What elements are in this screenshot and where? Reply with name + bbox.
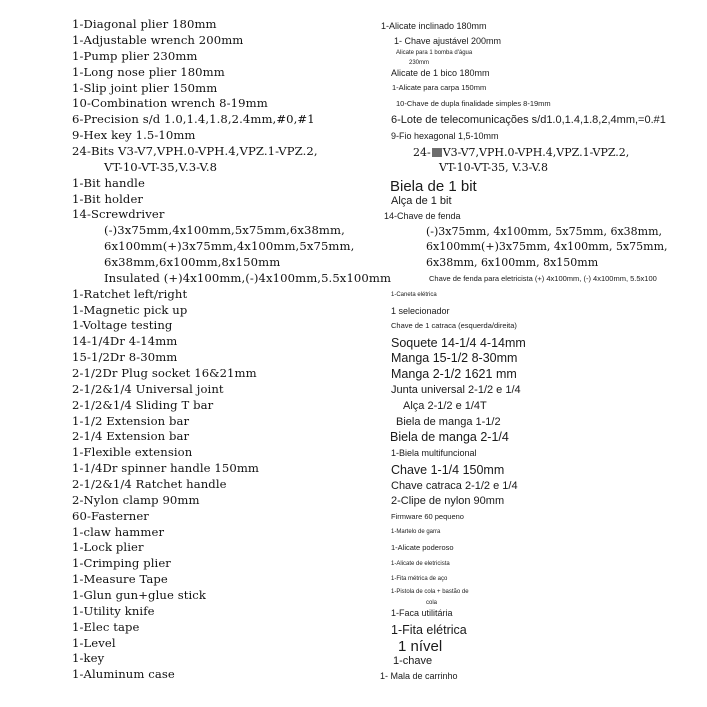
list-item: 6x100mm(+)3x75mm, 4x100mm, 5x75mm, [426,240,668,253]
list-item: 1-chave [393,655,433,667]
list-item: 1-key [72,651,105,665]
redaction-blot [432,148,442,157]
list-item: Chave de 1 catraca (esquerda/direita) [391,321,517,330]
list-item: 6-Precision s/d 1.0,1.4,1.8,2.4mm,#0,#1 [72,112,315,126]
list-item: Chave 1-1/4 150mm [391,463,505,477]
list-item: 1-Alicate inclinado 180mm [381,21,487,31]
list-item: 14-Screwdriver [72,207,165,221]
list-item: 1-Ratchet left/right [72,287,188,301]
list-item: 1-Martelo de garra [391,529,441,535]
list-item: cola [426,600,438,606]
list-item: 9-Fio hexagonal 1,5-10mm [391,131,499,141]
list-item: VT-10-VT-35,V.3-V.8 [104,160,218,174]
list-item: 1- Chave ajustável 200mm [394,36,502,46]
list-item: 1-Biela multifuncional [391,448,477,458]
list-item: 1-claw hammer [72,525,165,539]
list-item: 1-Lock plier [72,540,144,554]
list-item: VT-10-VT-35, V.3-V.8 [439,161,549,174]
list-item: 1-Fita elétrica [391,623,467,637]
list-item: 1-Alicate para carpa 150mm [392,83,487,92]
list-item: 1-1/2 Extension bar [72,414,190,428]
list-item: 1-Glun gun+glue stick [72,588,207,602]
list-item: 1-Slip joint plier 150mm [72,81,218,95]
list-item: Alicate de 1 bico 180mm [391,68,490,78]
list-item: 2-1/2&1/4 Universal joint [72,382,224,396]
list-item: Manga 15-1/2 8-30mm [391,351,518,365]
list-item: 1-Adjustable wrench 200mm [72,33,244,47]
list-item: 60-Fasterner [72,509,149,523]
list-item: 1-Caneta elétrica [391,292,437,298]
list-item: Junta universal 2-1/2 e 1/4 [391,384,521,396]
list-item: 6x100mm(+)3x75mm,4x100mm,5x75mm, [104,239,355,253]
list-item: Alicate para 1 bomba d'água [396,50,473,56]
list-item: Alça 2-1/2 e 1/4T [403,400,487,412]
list-item: 14-1/4Dr 4-14mm [72,334,178,348]
list-item [413,146,629,159]
list-item: 1-Voltage testing [72,318,173,332]
list-item: 6x38mm, 6x100mm, 8x150mm [426,256,599,269]
list-item: 1 selecionador [391,306,450,316]
list-item: 6-Lote de telecomunicações s/d1.0,1.4,1.8,2,4mm,=0.#1 [391,114,666,126]
list-item: (-)3x75mm, 4x100mm, 5x75mm, 6x38mm, [426,225,663,238]
list-item: 1-Pistola de cola + bastão de [391,589,469,595]
list-item: 2-1/4 Extension bar [72,429,190,443]
list-item: Biela de manga 1-1/2 [396,416,501,428]
list-item: 2-Nylon clamp 90mm [72,493,200,507]
list-item: 1-Magnetic pick up [72,303,188,317]
list-item: 1-Faca utilitária [391,608,453,618]
list-item: 2-1/2&1/4 Ratchet handle [72,477,227,491]
list-item: Soquete 14-1/4 4-14mm [391,336,526,350]
list-item: Manga 2-1/2 1621 mm [391,367,517,381]
list-item: 1- Mala de carrinho [380,671,458,681]
list-item: 1-Utility knife [72,604,155,618]
list-item: 10-Combination wrench 8-19mm [72,96,268,110]
list-item: 14-Chave de fenda [384,211,461,221]
list-item: 1 nível [398,638,443,655]
list-item: 1-Alicate de eletricista [391,561,450,567]
list-item: Chave catraca 2-1/2 e 1/4 [391,480,518,492]
list-item: Biela de 1 bit [390,178,477,195]
list-item: 1-Alicate poderoso [391,543,454,552]
list-item: 1-Measure Tape [72,572,168,586]
list-item: 1-Bit handle [72,176,145,190]
list-item: 2-Clipe de nylon 90mm [391,495,505,507]
list-item-text: V3-V7,VPH.0-VPH.4,VPZ.1-VPZ.2, [442,146,630,159]
list-item: 1-Flexible extension [72,445,193,459]
list-item: 1-Long nose plier 180mm [72,65,225,79]
list-item: 1-1/4Dr spinner handle 150mm [72,461,260,475]
list-item: 230mm [409,60,430,66]
list-item: 15-1/2Dr 8-30mm [72,350,178,364]
list-item: 10-Chave de dupla finalidade simples 8-19mm [396,99,551,108]
list-item: Chave de fenda para eletricista (+) 4x100mm, (-) 4x100mm, 5.5x100 [429,274,657,283]
list-item: Firmware 60 pequeno [391,512,464,521]
list-item: Biela de manga 2-1/4 [390,430,509,444]
list-item: (-)3x75mm,4x100mm,5x75mm,6x38mm, [104,223,345,237]
list-item: 1-Aluminum case [72,667,175,681]
list-item: 1-Elec tape [72,620,140,634]
list-item: 9-Hex key 1.5-10mm [72,128,196,142]
list-item: 1-Level [72,636,116,650]
list-item: 2-1/2&1/4 Sliding T bar [72,398,214,412]
list-item: Insulated (+)4x100mm,(-)4x100mm,5.5x100mm [104,271,392,285]
list-item: 24-Bits V3-V7,VPH.0-VPH.4,VPZ.1-VPZ.2, [72,144,318,158]
list-item: 1-Fita métrica de aço [391,576,448,582]
list-item-prefix: 24- [413,146,431,159]
list-item: 1-Pump plier 230mm [72,49,198,63]
list-item: 2-1/2Dr Plug socket 16&21mm [72,366,257,380]
list-item: 1-Diagonal plier 180mm [72,17,217,31]
list-item: 1-Crimping plier [72,556,171,570]
list-item: Alça de 1 bit [391,195,452,207]
list-item: 6x38mm,6x100mm,8x150mm [104,255,281,269]
list-item: 1-Bit holder [72,192,144,206]
